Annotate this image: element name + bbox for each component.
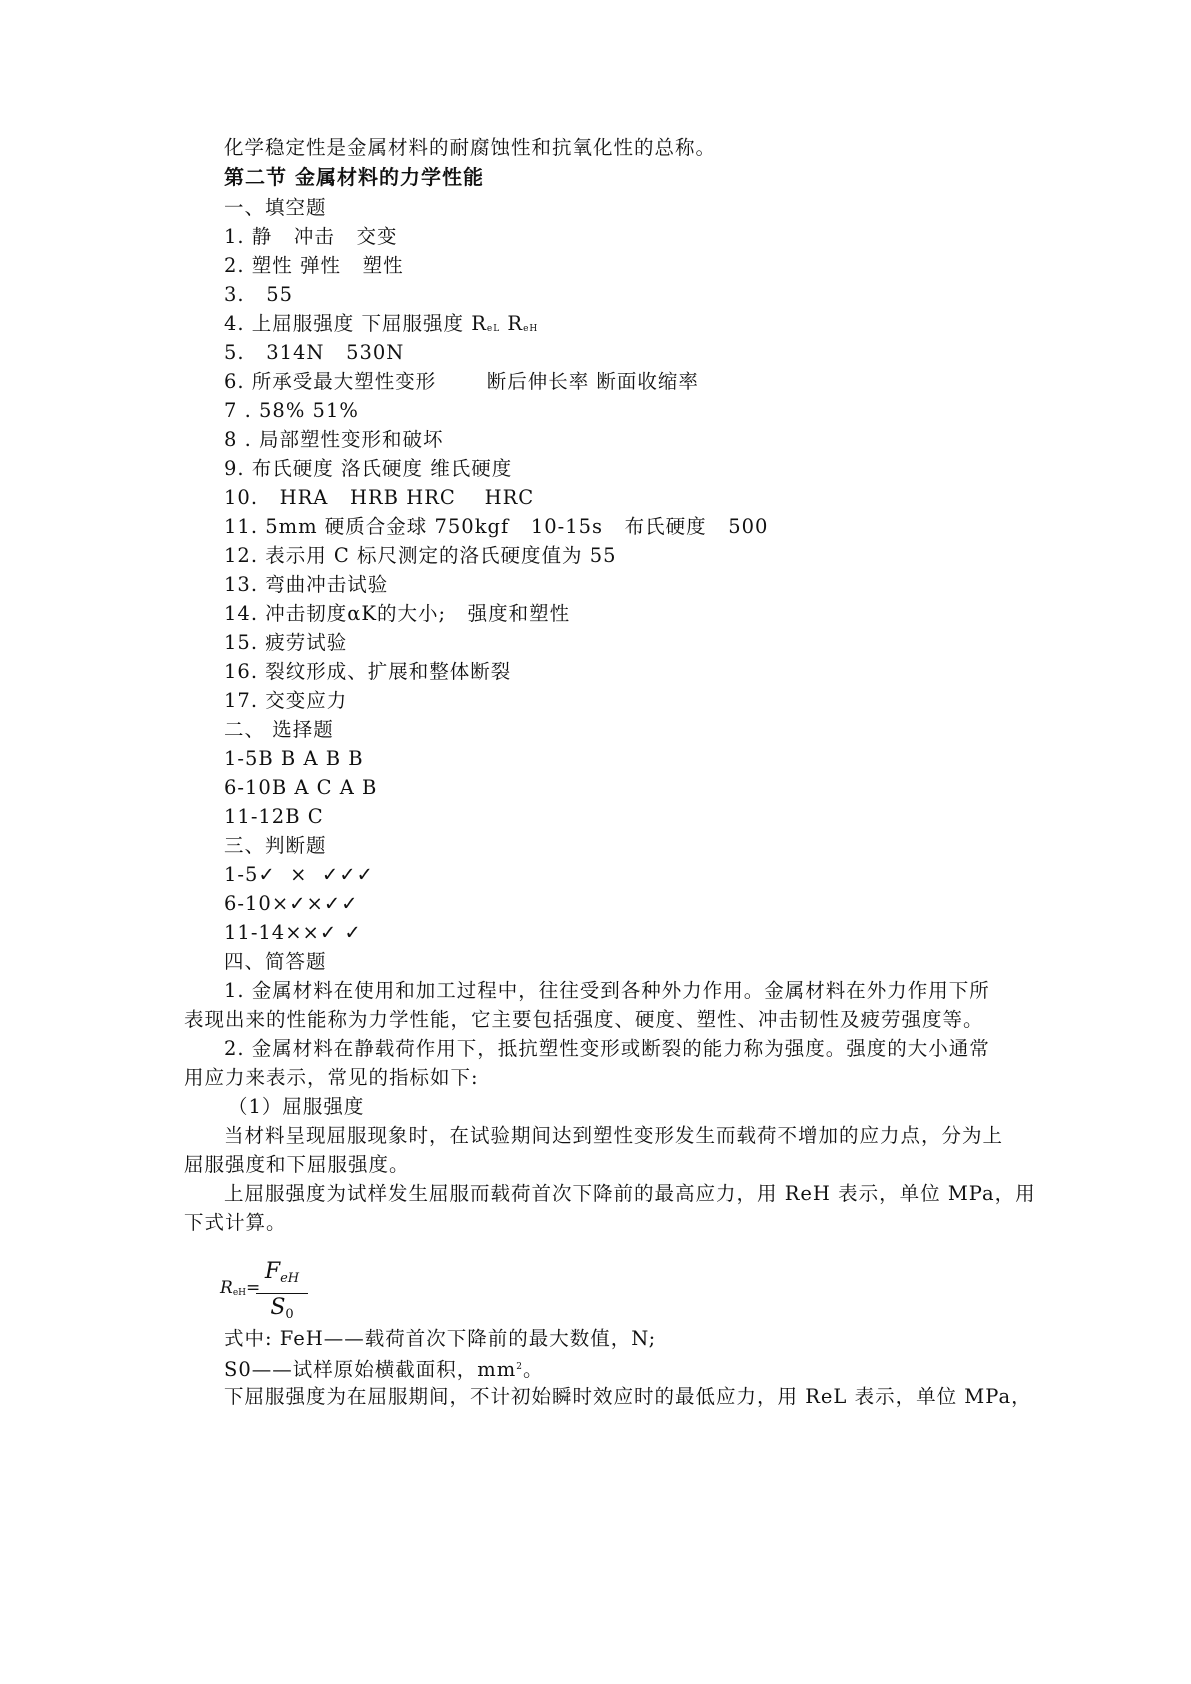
short-p2-line2: 用应力来表示，常见的指标如下: xyxy=(184,1066,479,1089)
choice-range-2: 6-10 xyxy=(224,776,272,799)
formula-num-sub: eH xyxy=(280,1271,300,1286)
short-sub1: （1）屈服强度 xyxy=(228,1095,365,1118)
definition-s0-text: S0——试样原始横截面积，mm xyxy=(224,1358,517,1381)
judge-row-3 xyxy=(224,917,362,948)
short-p5-line1: 下屈服强度为在屈服期间，不计初始瞬时效应时的最低应力，用 ReL 表示，单位 MPa， xyxy=(224,1385,1032,1408)
intro-line: 化学稳定性是金属材料的耐腐蚀性和抗氧化性的总称。 xyxy=(224,136,717,159)
choice-row-2 xyxy=(224,772,377,803)
short-p3-line1: 当材料呈现屈服现象时，在试验期间达到塑性变形发生而载荷不增加的应力点，分为上 xyxy=(224,1124,1004,1147)
fill-item-8: 8 . 局部塑性变形和破坏 xyxy=(224,428,444,451)
fill-item-16: 16. 裂纹形成、扩展和整体断裂 xyxy=(224,660,512,683)
choice-answers-2: B A C A B xyxy=(271,776,378,799)
definition-s0-sup: 2 xyxy=(516,1362,523,1372)
fill-item-2: 2. 塑性 弹性 塑性 xyxy=(224,254,404,277)
fill-item-11: 11. 5mm 硬质合金球 750kgf 10-15s 布氏硬度 500 xyxy=(224,515,769,538)
judge-range-3: 11-14 xyxy=(224,921,286,944)
choice-answers-1: B B A B B xyxy=(258,747,364,770)
formula-num-symbol: F xyxy=(264,1259,281,1284)
short-p1-line2: 表现出来的性能称为力学性能，它主要包括强度、硬度、塑性、冲击韧性及疲劳强度等。 xyxy=(184,1008,984,1031)
judge-range-1: 1-5 xyxy=(224,863,259,886)
definition-feh: 式中: FeH——载荷首次下降前的最大数值，N; xyxy=(224,1327,657,1350)
section-title: 第二节 金属材料的力学性能 xyxy=(224,165,484,189)
formula-den-sub: 0 xyxy=(285,1307,294,1322)
judge-answers-2: ×✓×✓✓ xyxy=(271,892,359,915)
choice-row-3 xyxy=(224,801,324,832)
fill-item-17: 17. 交变应力 xyxy=(224,689,348,712)
fill-item-15: 15. 疲劳试验 xyxy=(224,631,348,654)
judge-answers-3: ××✓ ✓ xyxy=(285,921,362,944)
formula-numerator xyxy=(254,1258,310,1293)
judge-row-2 xyxy=(224,888,359,919)
choice-range-1: 1-5 xyxy=(224,747,259,770)
fill-item-5: 5. 314N 530N xyxy=(224,341,405,364)
formula-equals: = xyxy=(246,1278,261,1298)
short-heading: 四、简答题 xyxy=(224,950,327,973)
short-p2-line1: 2. 金属材料在静载荷作用下，抵抗塑性变形或断裂的能力称为强度。强度的大小通常 xyxy=(224,1037,990,1060)
fill-item-10: 10. HRA HRB HRC HRC xyxy=(224,486,535,509)
fill-item-9: 9. 布氏硬度 洛氏硬度 维氏硬度 xyxy=(224,457,513,480)
choice-range-3: 11-12 xyxy=(224,805,286,828)
judge-answers-1: ✓ × ✓✓✓ xyxy=(258,863,374,886)
fill-item-4-mid: R xyxy=(500,312,524,335)
fill-heading: 一、填空题 xyxy=(224,196,327,219)
formula-fraction xyxy=(254,1258,310,1329)
formula-den-symbol: S xyxy=(270,1295,286,1320)
fill-item-4-text: 4. 上屈服强度 下屈服强度 R xyxy=(224,312,487,335)
short-p3-line2: 屈服强度和下屈服强度。 xyxy=(184,1153,410,1176)
choice-heading: 二、 选择题 xyxy=(224,718,334,741)
formula-lhs-symbol: R xyxy=(220,1278,233,1298)
short-p4-line1: 上屈服强度为试样发生屈服而载荷首次下降前的最高应力，用 ReH 表示，单位 MPa，用 xyxy=(224,1182,1036,1205)
fill-item-4-sub1: eL xyxy=(486,324,501,334)
fill-item-6: 6. 所承受最大塑性变形 断后伸长率 断面收缩率 xyxy=(224,370,699,393)
fill-item-1: 1. 静 冲击 交变 xyxy=(224,225,398,248)
judge-range-2: 6-10 xyxy=(224,892,272,915)
choice-answers-3: B C xyxy=(285,805,324,828)
fill-item-7: 7 . 58% 51% xyxy=(224,399,359,422)
fill-item-13: 13. 弯曲冲击试验 xyxy=(224,573,389,596)
fill-item-12: 12. 表示用 C 标尺测定的洛氏硬度值为 55 xyxy=(224,544,617,567)
judge-row-1 xyxy=(224,859,374,890)
fill-item-14: 14. 冲击韧度αK的大小; 强度和塑性 xyxy=(224,602,571,625)
choice-row-1 xyxy=(224,743,364,774)
formula-lhs-sub: eH xyxy=(232,1288,246,1298)
definition-s0-end: 。 xyxy=(522,1358,544,1381)
formula-reh xyxy=(220,1258,340,1322)
fill-item-3: 3. 55 xyxy=(224,283,294,306)
short-p4-line2: 下式计算。 xyxy=(184,1211,287,1234)
fill-item-4-sub2: eH xyxy=(523,324,539,334)
short-p1-line1: 1. 金属材料在使用和加工过程中，往往受到各种外力作用。金属材料在外力作用下所 xyxy=(224,979,990,1002)
judge-heading: 三、判断题 xyxy=(224,834,327,857)
